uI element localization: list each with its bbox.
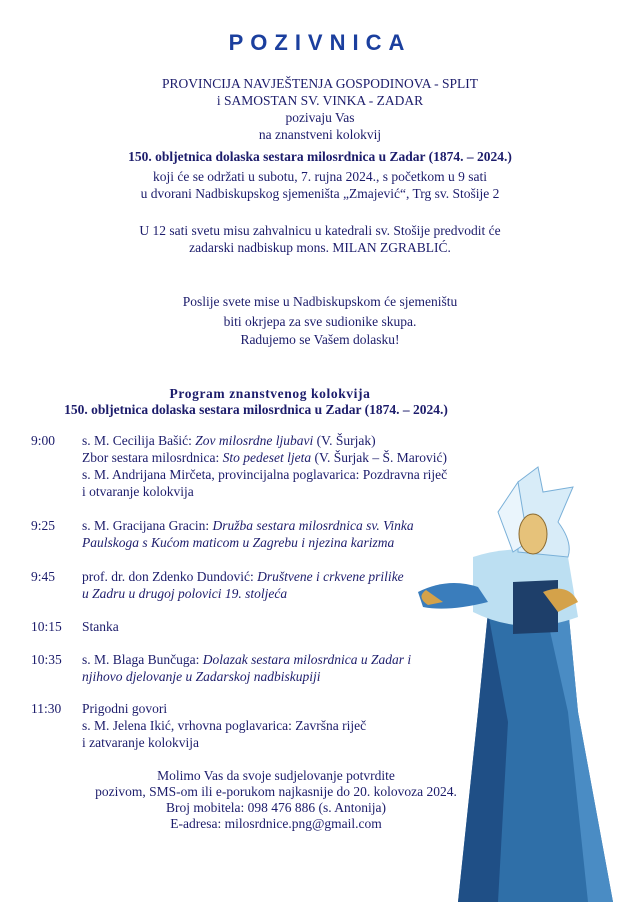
schedule-line: [82, 586, 287, 602]
schedule-line: [82, 450, 447, 466]
header-line: na znanstveni kolokvij: [258, 127, 382, 142]
schedule-line: [82, 535, 394, 551]
talk-title: njihovo djelovanje u Zadarskoj nadbiskupiji: [82, 669, 321, 684]
schedule-line: [82, 467, 447, 483]
header-line: i SAMOSTAN SV. VINKA - ZADAR: [216, 93, 424, 108]
header-line: koji će se održati u subotu, 7. rujna 2024., s početkom u 9 sati: [152, 169, 488, 184]
schedule-time: 9:00: [31, 433, 56, 448]
schedule-line: [82, 735, 199, 751]
schedule-time: 10:15: [31, 619, 62, 634]
after-line: Radujemo se Vašem dolasku!: [240, 332, 400, 347]
header-line: pozivaju Vas: [285, 110, 355, 125]
speaker-text: Prigodni govori: [82, 701, 168, 716]
talk-title: Zov milosrdne ljubavi: [195, 433, 314, 448]
footer-email: E-adresa: milosrdnice.png@gmail.com: [170, 816, 382, 831]
schedule-line: [82, 484, 194, 500]
footer-line: Molimo Vas da svoje sudjelovanje potvrdite: [157, 768, 395, 783]
talk-title: Paulskoga s Kućom maticom u Zagrebu i njezina karizma: [82, 535, 395, 550]
speaker-text: Stanka: [82, 619, 119, 634]
talk-title: Društvene i crkvene prilike: [257, 569, 404, 584]
schedule-time: 9:25: [31, 518, 56, 533]
schedule-time: 10:35: [31, 652, 62, 667]
after-line: biti okrjepa za sve sudionike skupa.: [223, 314, 417, 329]
footer-line: Broj mobitela: 098 476 886 (s. Antonija): [165, 800, 387, 815]
nun-illustration: [418, 462, 640, 905]
speaker-text: Zbor sestara milosrdnica:: [82, 450, 223, 465]
mass-line: zadarski nadbiskup mons. MILAN ZGRABLIĆ.: [189, 240, 451, 255]
after-line: Poslije svete mise u Nadbiskupskom će sjemeništu: [182, 294, 458, 309]
schedule-line: [82, 652, 411, 668]
talk-title: u Zadru u drugoj polovici 19. stoljeća: [82, 586, 288, 601]
talk-title: Sto pedeset ljeta: [222, 450, 312, 465]
speaker-text: s. M. Cecilija Bašić:: [82, 433, 196, 448]
header-line: u dvorani Nadbiskupskog sjemeništa „Zmajević“, Trg sv. Stošije 2: [140, 186, 500, 201]
schedule-line: [82, 669, 320, 685]
speaker-text: (V. Šurjak): [313, 433, 376, 448]
program-title: Program znanstvenog kolokvija: [169, 386, 371, 401]
speaker-text: s. M. Andrijana Mirčeta, provincijalna poglavarica: Pozdravna riječ: [82, 467, 448, 482]
header-line: PROVINCIJA NAVJEŠTENJA GOSPODINOVA - SPLIT: [161, 76, 479, 91]
speaker-text: prof. dr. don Zdenko Dundović:: [82, 569, 258, 584]
schedule-time: 9:45: [31, 569, 56, 584]
speaker-text: (V. Šurjak – Š. Marović): [311, 450, 447, 465]
program-subtitle: 150. obljetnica dolaska sestara milosrdnica u Zadar (1874. – 2024.): [64, 402, 448, 417]
speaker-text: s. M. Jelena Ikić, vrhovna poglavarica: Završna riječ: [82, 718, 367, 733]
mass-line: U 12 sati svetu misu zahvalnicu u katedrali sv. Stošije predvodit će: [139, 223, 501, 238]
schedule-line: [82, 518, 414, 534]
schedule-time: 11:30: [31, 701, 62, 716]
page-title: POZIVNICA: [228, 30, 412, 55]
schedule-line: [82, 433, 376, 449]
speaker-text: i zatvaranje kolokvija: [82, 735, 199, 750]
schedule-line: [82, 701, 167, 717]
speaker-text: s. M. Gracijana Gracin:: [82, 518, 213, 533]
talk-title: Dolazak sestara milosrdnica u Zadar i: [202, 652, 412, 667]
schedule-line: [82, 718, 366, 734]
footer-line: pozivom, SMS-om ili e-porukom najkasnije do 20. kolovoza 2024.: [95, 784, 457, 799]
speaker-text: i otvaranje kolokvija: [82, 484, 194, 499]
schedule-line: [82, 619, 119, 635]
schedule-line: [82, 569, 404, 585]
event-title: 150. obljetnica dolaska sestara milosrdnica u Zadar (1874. – 2024.): [128, 149, 512, 164]
speaker-text: s. M. Blaga Bunčuga:: [82, 652, 203, 667]
talk-title: Družba sestara milosrdnica sv. Vinka: [212, 518, 414, 533]
